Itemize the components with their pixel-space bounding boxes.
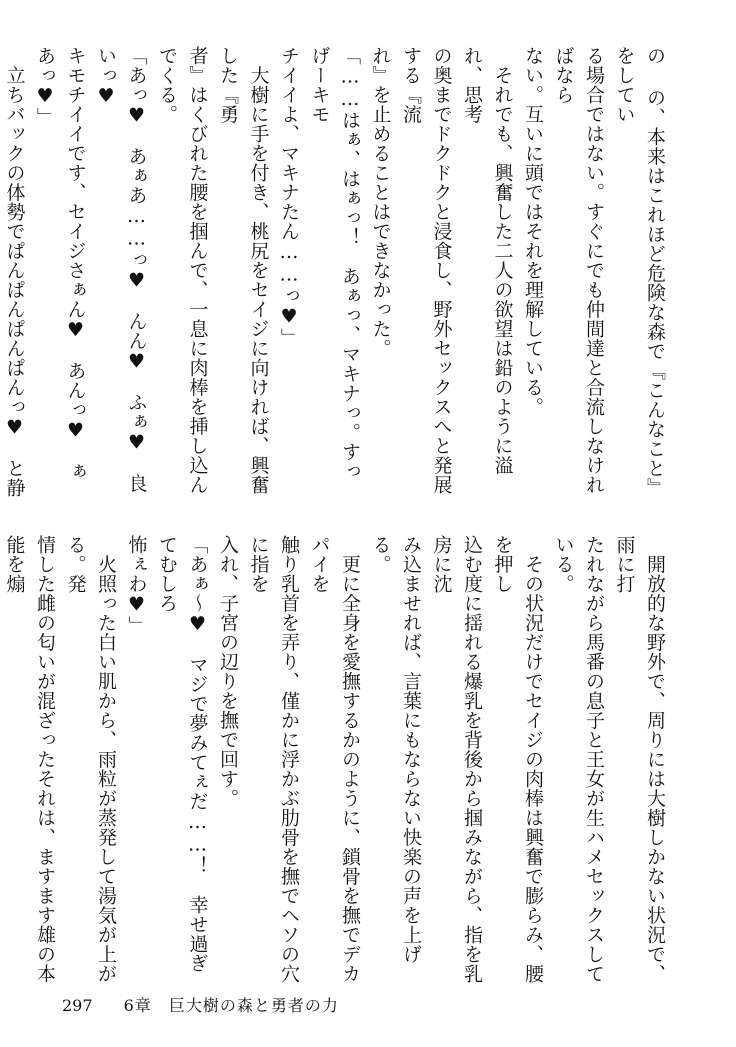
paragraph: その状況だけでセイジの肉棒は興奮で膨らみ、腰を押し 込む度に揺れる爆乳を背後から掴みながら、指を乳房に沈 み込ませれば、言葉にもならない快楽の声を上げる。 [369,535,544,984]
paragraph: 火照った白い肌から、雨粒が蒸発して湯気が上がる。発 情した雌の匂いが混ざったそれは、ますます雄の本能を煽 [3,535,117,984]
paragraph: の の、本来はこれほど危険な森で『こんなこと』をしてい る場合ではない。すぐにでも仲間達と合流しなければなら ない。互いに頭ではそれを理解している。 [522,46,666,498]
paragraph: 立ちバックの体勢でぱんぱんぱんぱんっ♥ と静 [3,65,26,498]
paragraph: それでも、興奮した二人の欲望は鉛のように溢れ、思考 の奥までドクドクと浸食し、野外セックスへと発展する『流 れ』を止めることはできなかった。 [369,46,514,495]
upper-text-block [3,46,670,498]
paragraph: 更に全身を愛撫するかのように、鎖骨を撫でデカパイを 触り乳首を弄り、僅かに浮かぶ肋骨を撫でヘソの穴に指を 入れ、子宮の辺りを撫で回す。 [217,535,361,984]
paragraph: 開放的な野外で、周りには大樹しかない状況で、雨に打 たれながら馬番の息子と王女が生ハメセックスしている。 [552,535,666,984]
paragraph: 「あっ♥ あぁあ……っ♥ んん♥ ふぁ♥ 良いっ♥ キモチイイです、セイジさぁん♥ あんっ♥ ぁあっ♥」 [34,46,148,493]
lower-text-block [3,535,670,985]
paragraph: 「あぁ～♥ マジで夢みてぇだ……！ 幸せ過ぎてむしろ 怖ぇわ♥」 [125,535,209,973]
chapter-title: 6章 巨大樹の森と勇者の力 [123,996,339,1015]
paragraph: 大樹に手を付き、桃尻をセイジに向ければ、興奮した『勇 者』はくびれた腰を掴んで、一息に肉棒を挿し込んでくる。 [156,46,270,495]
paragraph: 「……はぁ、はぁっ！ あぁっ、マキナっ。すっげーキモ チイイよ、マキナたん……っ♥」 [278,46,361,481]
page-number: 297 [62,996,93,1015]
page-footer [62,996,339,1016]
